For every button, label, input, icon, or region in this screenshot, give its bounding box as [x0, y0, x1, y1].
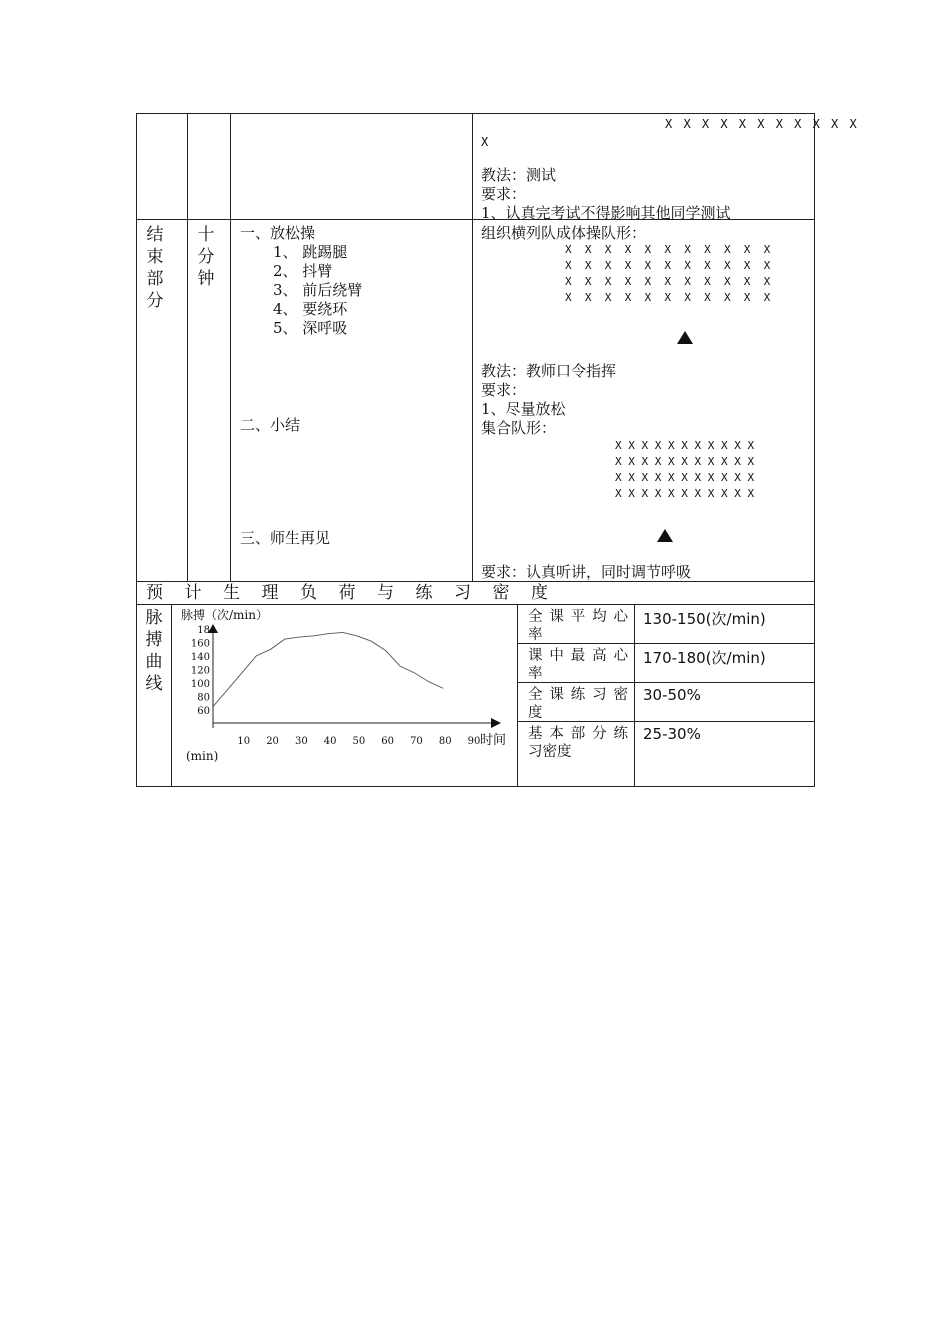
- time-label-1: 十: [197, 225, 215, 245]
- load-header-char: 负: [300, 583, 317, 603]
- relax-item-1: 1、 跳踢腿: [273, 243, 348, 261]
- gather-row-1: X X X X X X X X X X X: [615, 439, 755, 452]
- y-tick-label: 100: [190, 679, 210, 690]
- load-header: [146, 583, 548, 603]
- time-label-2: 分: [197, 247, 215, 267]
- goodbye-item: 三、师生再见: [240, 529, 331, 547]
- load-header-char: 生: [223, 583, 240, 603]
- col-divider-3: [472, 113, 473, 581]
- y-tick-label: 140: [190, 652, 210, 663]
- y-tick-label: 60: [197, 706, 210, 717]
- load-header-char: 度: [531, 583, 548, 603]
- y-tick-label: 18: [197, 625, 210, 636]
- formation-row-top: X X X X X X X X X X X: [665, 117, 859, 131]
- load-header-char: 与: [377, 583, 394, 603]
- x-tick-label: 60: [381, 736, 395, 747]
- stat-value-basic-density: 25-30%: [643, 725, 701, 743]
- top-require: 要求：: [481, 185, 527, 203]
- stat-label-max: 课中最高心 率: [528, 648, 628, 682]
- relax-item-2: 2、 抖臂: [273, 262, 333, 280]
- table-top-border: [136, 113, 815, 114]
- summary-item: 二、小结: [240, 416, 301, 434]
- x-tick-label: 90: [467, 736, 481, 747]
- load-header-char: 习: [454, 583, 471, 603]
- load-header-char: 理: [261, 583, 279, 603]
- relax-item-5: 5、 深呼吸: [273, 319, 348, 337]
- table-right-border: [814, 113, 815, 786]
- stat-value-max: 170-180(次/min): [643, 649, 766, 667]
- x-tick-label: 50: [352, 736, 366, 747]
- x-tick-label: 10: [237, 736, 251, 747]
- stat-label-avg: 全课平均心 率: [528, 609, 628, 643]
- formation-row-3: X X X X X X X X X X X: [565, 275, 771, 288]
- formation-row-4: X X X X X X X X X X X: [565, 291, 771, 304]
- org-require-item: 1、尽量放松: [481, 400, 566, 418]
- stat-value-avg: 130-150(次/min): [643, 610, 766, 628]
- pulse-label-3: 曲: [145, 652, 163, 672]
- stat-label-basic-density: 基本部分练 习密度: [528, 726, 628, 760]
- end-part-label-2: 束: [146, 247, 164, 267]
- formation-title: 组织横列队成体操队形：: [481, 224, 647, 242]
- pulse-curve: [213, 632, 443, 706]
- pulse-chart: [172, 605, 517, 785]
- table-bottom-border: [136, 786, 815, 787]
- final-require: 要求：认真听讲，同时调节呼吸: [481, 563, 692, 581]
- chart-x-unit: (min): [186, 749, 219, 763]
- formation-row-1: X X X X X X X X X X X: [565, 243, 771, 256]
- load-header-char: 预: [146, 583, 163, 603]
- pulse-label-4: 线: [145, 674, 163, 694]
- pulse-label-2: 搏: [145, 630, 163, 650]
- load-header-char: 练: [415, 583, 433, 603]
- time-label-3: 钟: [197, 269, 215, 289]
- stat-label-density: 全课练习密 度: [528, 687, 628, 721]
- end-part-label-4: 分: [146, 291, 164, 311]
- teacher-marker-icon: [677, 331, 693, 344]
- pulse-label-1: 脉: [145, 608, 163, 628]
- load-header-char: 荷: [338, 583, 356, 603]
- row-divider-2: [136, 581, 815, 582]
- gather-row-4: X X X X X X X X X X X: [615, 487, 755, 500]
- end-part-label-3: 部: [146, 269, 164, 289]
- col-divider-1: [187, 113, 188, 581]
- col-divider-2: [230, 113, 231, 581]
- x-tick-label: 80: [438, 736, 452, 747]
- y-tick-label: 160: [190, 638, 210, 650]
- x-tick-label: 40: [323, 736, 337, 747]
- formation-row-2: X X X X X X X X X X X: [565, 259, 771, 272]
- org-method: 教法：教师口令指挥: [481, 362, 617, 380]
- relax-item-4: 4、 要绕环: [273, 300, 348, 318]
- chart-stats-divider: [517, 604, 518, 786]
- x-tick-label: 20: [266, 736, 279, 747]
- gather-title: 集合队形：: [481, 419, 557, 437]
- top-method: 教法：测试: [481, 166, 557, 184]
- formation-row-wrap: X: [481, 135, 489, 149]
- y-tick-label: 80: [197, 692, 210, 704]
- gather-row-2: X X X X X X X X X X X: [615, 455, 755, 468]
- top-require-item: 1、认真完考试不得影响其他同学测试: [481, 204, 731, 222]
- gather-row-3: X X X X X X X X X X X: [615, 471, 755, 484]
- end-part-label-1: 结: [146, 225, 164, 245]
- relax-item-3: 3、 前后绕臂: [273, 281, 363, 299]
- x-axis-arrow-icon: [491, 718, 501, 728]
- x-tick-label: 70: [410, 736, 423, 747]
- org-require: 要求：: [481, 381, 527, 399]
- load-header-char: 计: [184, 583, 202, 603]
- y-tick-label: 120: [190, 665, 210, 677]
- chart-ylabel: 脉搏（次/min）: [181, 608, 268, 622]
- x-tick-label: 30: [294, 736, 308, 747]
- chart-xlabel: 时间: [480, 733, 507, 748]
- stats-value-divider: [634, 604, 635, 786]
- load-header-char: 密: [492, 583, 510, 603]
- relax-title: 一、放松操: [240, 224, 316, 242]
- table-left-border: [136, 113, 137, 786]
- stat-value-density: 30-50%: [643, 686, 701, 704]
- teacher-marker-icon-2: [657, 529, 673, 542]
